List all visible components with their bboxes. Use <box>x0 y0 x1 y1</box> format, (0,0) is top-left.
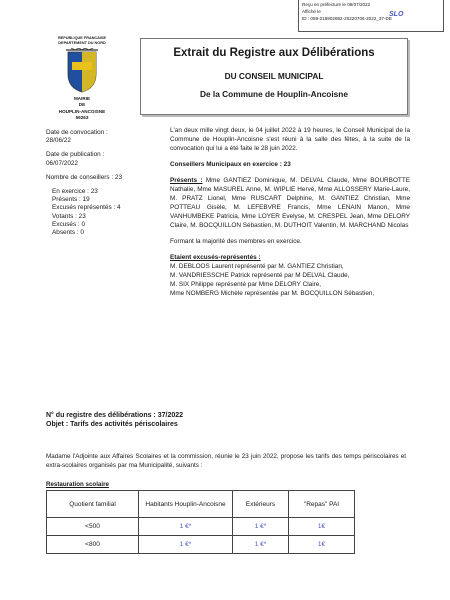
coat-of-arms-icon <box>62 48 102 94</box>
table-row <box>47 536 355 554</box>
department-line: DEPARTEMENT DU NORD <box>58 41 106 45</box>
table-row <box>47 518 355 536</box>
table-cell: 1 €* <box>233 536 289 554</box>
stamp-signature: SLO <box>389 11 404 18</box>
conseillers-exercice: Conseillers Municipaux en exercice : 23 <box>170 161 291 168</box>
excuse-item: M. SIX Philippe représenté par Mme DELORY Claire, <box>170 281 322 288</box>
excuse-item: M. VANDRIESSCHE Patrick représenté par M DELVAL Claude, <box>170 272 350 279</box>
excuse-item: Mme NOMBERG Michèle représentée par M. BOCQUILLON Sébastien, <box>170 290 375 297</box>
conseillers-count: Nombre de conseillers : 23 <box>46 173 123 181</box>
count-item: Excusés : 0 <box>52 220 86 228</box>
document-header <box>140 38 408 115</box>
republic-line: REPUBLIQUE FRANCAISE <box>57 36 107 40</box>
table-cell: <800 <box>47 536 139 554</box>
column-header: Extérieurs <box>233 491 289 518</box>
mairie-line: 59263 <box>75 115 89 121</box>
count-item: Présents : 19 <box>52 196 90 204</box>
publication-label: Date de publication : <box>46 151 105 159</box>
mairie-line: MAIRIE <box>73 96 91 101</box>
document-title: Extrait du Registre aux Délibérations <box>173 47 375 59</box>
stamp-line: Reçu en préfecture le 06/07/2022 <box>302 2 371 7</box>
count-item: Absents : 0 <box>52 229 84 237</box>
presents-label: Présents : <box>170 177 203 184</box>
mairie-line: DE <box>78 102 86 108</box>
expose-paragraph: Madame l'Adjointe aux Affaires Scolaires et la commission, réunie le 23 juin 2022, propose les tarifs des temps périscolaires et extra-scolaires organisés par ma Municipalité, suivants : <box>46 453 406 469</box>
column-header: "Repas" PAI <box>289 491 355 518</box>
mairie-line: HOUPLIN-ANCOISNE <box>58 108 106 114</box>
prefecture-stamp <box>298 0 444 32</box>
table-cell: 1 €* <box>139 536 233 554</box>
convocation-date: 28/06/22 <box>46 137 71 145</box>
document-subtitle: DU CONSEIL MUNICIPAL <box>224 71 324 81</box>
deliberation-body <box>170 126 410 298</box>
column-header: Habitants Houplin-Ancoisne <box>139 491 233 518</box>
majorite-text: Formant la majorité des membres en exercice. <box>170 238 302 245</box>
table-cell: 1 €* <box>233 518 289 536</box>
registre-number: N° du registre des délibérations : 37/2022 <box>46 412 184 419</box>
republic-heading <box>52 36 112 46</box>
stamp-line: Affiché le <box>302 9 321 14</box>
count-item: En exercice : 23 <box>52 188 98 196</box>
table-cell: 1€ <box>289 518 355 536</box>
table-header-row <box>47 491 355 518</box>
restauration-title: Restauration scolaire <box>46 481 109 488</box>
publication-date: 06/07/2022 <box>46 159 78 167</box>
table-cell: <500 <box>47 518 139 536</box>
excuse-item: M. DEBLOOS Laurent représenté par M. GANTIEZ Christian, <box>170 263 344 270</box>
excuses-label: Etaient excusés-représentés : <box>170 254 261 261</box>
intro-paragraph: L'an deux mille vingt deux, le 04 juillet 2022 à 19 heures, le Conseil Municipal de la Commune de Houplin-Ancoisne s'est réuni à la salle des fêtes, à la suite de la convocation qui lui a été faite le 28 juin 2022. <box>170 127 410 152</box>
objet-line: Objet : Tarifs des activités périscolaires <box>46 421 178 429</box>
count-item: Excusés représentés : 4 <box>52 204 121 212</box>
table-cell: 1 €* <box>139 518 233 536</box>
convocation-label: Date de convocation : <box>46 129 108 136</box>
count-item: Votants : 23 <box>52 212 86 220</box>
column-header: Quotient familial <box>47 491 139 518</box>
deliberation-reference <box>46 411 183 430</box>
meeting-info-sidebar <box>46 129 146 237</box>
presents-list: Mme GANTIEZ Dominique, M. DELVAL Claude, Mme BOURBOTTE Nathalie, Mme MASUREL Anne, M. WIPLIE Hervé, Mme ALLOSSERY Marie-Laure, M. PRATZ Lionel, Mme RUSCART Delphine, M. GANTIEZ Christian, Mme POTTEAU Gisèle, M. LEFEBVRE Francis, Mme LENAIN Manon, Mme VANHUMBEKE Patricia, Mme LOYER Evelyse, M. CRESPEL Jean, Mme DELORY Claire, M. BOCQUILLON Sébastien, M. DUTHOIT Valentin, M. MARCHAND Nicolas <box>170 177 410 229</box>
table-cell: 1€ <box>289 536 355 554</box>
tarifs-table <box>46 490 355 554</box>
mairie-label <box>40 96 124 122</box>
presents-paragraph <box>170 176 410 230</box>
commune-name: De la Commune de Houplin-Ancoisne <box>200 89 348 99</box>
stamp-line: ID : 059-215902862-20220706-2022_37-DE <box>302 16 392 21</box>
